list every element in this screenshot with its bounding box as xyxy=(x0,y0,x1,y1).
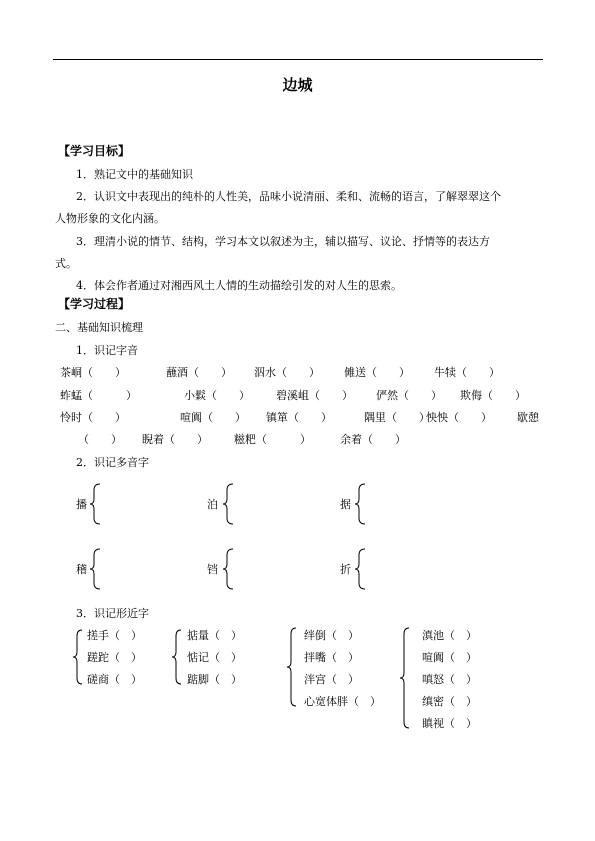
similar-item: 滇池（ ） xyxy=(422,629,477,642)
poly-char: 折 xyxy=(340,563,351,576)
sub-heading-similar: 3．识记形近字 xyxy=(76,607,149,620)
pron-item: 小鬏（ ） xyxy=(184,389,250,402)
pron-item: 糍粑（ ） xyxy=(234,433,311,446)
brace-icon xyxy=(71,628,85,686)
goal-3-cont: 式。 xyxy=(55,257,77,270)
pron-item: 傩送（ ） xyxy=(344,366,410,379)
similar-item: 瞋视（ ） xyxy=(422,717,477,730)
similar-item: 泮宫（ ） xyxy=(304,673,359,686)
page-title: 边城 xyxy=(282,76,313,94)
similar-item: 踮脚（ ） xyxy=(187,673,242,686)
poly-char: 播 xyxy=(76,498,87,511)
pron-item: 隅里（ ） xyxy=(364,411,430,424)
poly-char: 据 xyxy=(340,498,351,511)
brace-icon xyxy=(353,547,369,591)
brace-icon xyxy=(285,626,299,708)
similar-item: 喧阗（ ） xyxy=(422,651,477,664)
pron-item: 余着（ ） xyxy=(340,433,406,446)
similar-item: 蹉跎（ ） xyxy=(87,651,142,664)
brace-icon xyxy=(88,482,104,526)
goal-2: 2．认识文中表现出的纯朴的人性美，品味小说清丽、柔和、流畅的语言，了解翠翠这个 xyxy=(76,190,501,203)
similar-item: 磋商（ ） xyxy=(87,673,142,686)
similar-item: 绊倒（ ） xyxy=(304,629,359,642)
poly-char: 稽 xyxy=(76,563,87,576)
pron-item: 蚱蜢（ ） xyxy=(60,389,137,402)
similar-item: 惦记（ ） xyxy=(187,651,242,664)
poly-char: 铛 xyxy=(207,563,218,576)
part-heading: 二、基础知识梳理 xyxy=(55,321,143,334)
pron-item: 喧阗（ ） xyxy=(180,411,246,424)
similar-item: 掂量（ ） xyxy=(187,629,242,642)
pron-item: 睨着（ ） xyxy=(142,433,208,446)
section-heading-goals: 【学习目标】 xyxy=(58,144,131,158)
poly-char: 泊 xyxy=(207,498,218,511)
pron-item: （ ） xyxy=(78,433,122,446)
similar-item: 嗔怒（ ） xyxy=(422,673,477,686)
pron-item: 蘸酒（ ） xyxy=(166,366,232,379)
brace-icon xyxy=(398,626,412,730)
pron-item: 怏怏（ ） xyxy=(426,411,492,424)
goal-3: 3．理清小说的情节、结构，学习本文以叙述为主，辅以描写、议论、抒情等的表达方 xyxy=(76,235,490,248)
pron-item: 俨然（ ） xyxy=(376,389,442,402)
section-heading-process: 【学习过程】 xyxy=(58,297,131,311)
similar-item: 拌嘴（ ） xyxy=(304,651,359,664)
pron-item: 欺侮（ ） xyxy=(460,389,526,402)
goal-2-cont: 人物形象的文化内涵。 xyxy=(55,212,165,225)
brace-icon xyxy=(221,482,237,526)
pron-item: 牛犊（ ） xyxy=(434,366,500,379)
similar-item: 搓手（ ） xyxy=(87,629,142,642)
goal-4: 4．体会作者通过对湘西风土人情的生动描绘引发的对人生的思索。 xyxy=(76,279,402,292)
pron-item: 歇憩 xyxy=(517,411,539,424)
header-rule xyxy=(53,59,543,60)
pron-item: 泅水（ ） xyxy=(254,366,320,379)
similar-item: 缜密（ ） xyxy=(422,695,477,708)
brace-icon xyxy=(170,628,184,686)
sub-heading-polyphonic: 2．识记多音字 xyxy=(76,456,149,469)
brace-icon xyxy=(88,547,104,591)
brace-icon xyxy=(353,482,369,526)
sub-heading-pron: 1．识记字音 xyxy=(76,344,138,357)
pron-item: 茶峒（ ） xyxy=(60,366,126,379)
pron-item: 碧溪岨（ ） xyxy=(276,389,353,402)
goal-1: 1．熟记文中的基础知识 xyxy=(76,168,193,181)
pron-item: 怜时（ ） xyxy=(60,411,126,424)
brace-icon xyxy=(221,547,237,591)
pron-item: 镇箪（ ） xyxy=(266,411,332,424)
similar-item: 心宽体胖（ ） xyxy=(304,695,381,708)
